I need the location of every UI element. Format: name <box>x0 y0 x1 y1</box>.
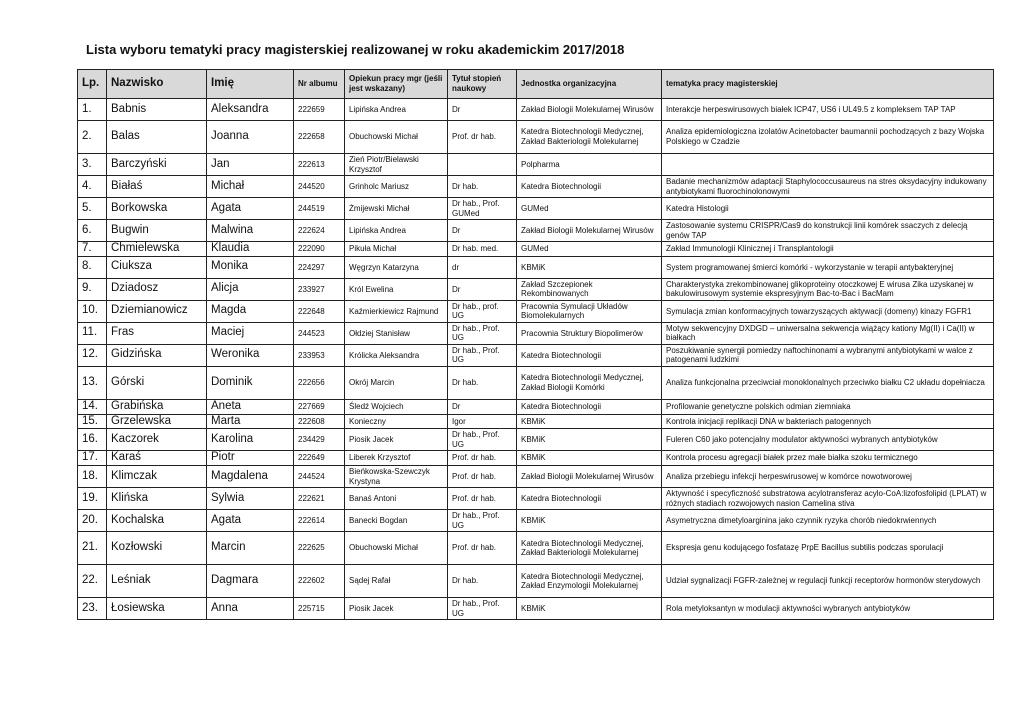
cell-lp: 4. <box>78 176 107 198</box>
table-row <box>78 414 994 429</box>
table-row <box>78 344 994 366</box>
cell-lp: 19. <box>78 488 107 510</box>
cell-nazwisko: Łosiewska <box>107 598 207 620</box>
cell-jednostka: Katedra Biotechnologii Medycznej, Zakład Bakteriologii Molekularnej <box>517 121 662 154</box>
cell-nr-albumu: 227669 <box>294 399 345 414</box>
cell-nr-albumu: 222608 <box>294 414 345 429</box>
cell-tematyka: Rola metyloksantyn w modulacji aktywności wybranych antybiotyków <box>662 598 994 620</box>
cell-tytul: Prof. dr hab. <box>448 466 517 488</box>
cell-opiekun: Bieńkowska-Szewczyk Krystyna <box>345 466 448 488</box>
cell-opiekun: Węgrzyn Katarzyna <box>345 256 448 278</box>
cell-lp: 20. <box>78 510 107 532</box>
cell-imie: Marcin <box>207 532 294 565</box>
cell-tytul: Dr hab., Prof. UG <box>448 344 517 366</box>
header-imie: Imię <box>207 70 294 99</box>
table-row <box>78 399 994 414</box>
cell-nazwisko: Kaczorek <box>107 429 207 451</box>
table-row <box>78 510 994 532</box>
cell-opiekun: Pikuła Michał <box>345 242 448 257</box>
cell-tematyka: Katedra Histologii <box>662 198 994 220</box>
cell-jednostka: Katedra Biotechnologii <box>517 344 662 366</box>
header-jednostka: Jednostka organizacyjna <box>517 70 662 99</box>
cell-lp: 2. <box>78 121 107 154</box>
cell-nazwisko: Kochalska <box>107 510 207 532</box>
cell-tytul: Dr hab. <box>448 366 517 399</box>
table-row <box>78 242 994 257</box>
cell-nr-albumu: 233953 <box>294 344 345 366</box>
cell-tematyka: System programowanej śmierci komórki - wykorzystanie w terapii antybakteryjnej <box>662 256 994 278</box>
cell-jednostka: Katedra Biotechnologii Medycznej, Zakład Bakteriologii Molekularnej <box>517 532 662 565</box>
cell-tematyka: Kontrola inicjacji replikacji DNA w bakteriach patogennych <box>662 414 994 429</box>
header-tytul: Tytuł stopień naukowy <box>448 70 517 99</box>
cell-tematyka <box>662 154 994 176</box>
cell-opiekun: Okrój Marcin <box>345 366 448 399</box>
cell-jednostka: Pracownia Struktury Biopolimerów <box>517 322 662 344</box>
cell-opiekun: Lipińska Andrea <box>345 220 448 242</box>
table-row <box>78 278 994 300</box>
cell-tematyka: Analiza funkcjonalna przeciwciał monoklonalnych przeciwko białku C2 układu dopełniacza <box>662 366 994 399</box>
cell-jednostka: Katedra Biotechnologii <box>517 488 662 510</box>
cell-opiekun: Ołdziej Stanisław <box>345 322 448 344</box>
cell-nr-albumu: 244520 <box>294 176 345 198</box>
cell-nazwisko: Karaś <box>107 451 207 466</box>
cell-tematyka: Interakcje herpeswirusowych białek ICP47, US6 i UL49.5 z kompleksem TAP TAP <box>662 99 994 121</box>
table-row <box>78 176 994 198</box>
cell-jednostka: KBMiK <box>517 414 662 429</box>
cell-imie: Joanna <box>207 121 294 154</box>
cell-nr-albumu: 244524 <box>294 466 345 488</box>
cell-imie: Michał <box>207 176 294 198</box>
cell-nazwisko: Dziadosz <box>107 278 207 300</box>
cell-nr-albumu: 225715 <box>294 598 345 620</box>
cell-opiekun: Liberek Krzysztof <box>345 451 448 466</box>
cell-jednostka: Polpharma <box>517 154 662 176</box>
cell-lp: 12. <box>78 344 107 366</box>
cell-opiekun: Kaźmierkiewicz Rajmund <box>345 300 448 322</box>
header-lp: Lp. <box>78 70 107 99</box>
cell-imie: Dagmara <box>207 565 294 598</box>
cell-jednostka: KBMiK <box>517 598 662 620</box>
cell-lp: 7. <box>78 242 107 257</box>
cell-nazwisko: Białaś <box>107 176 207 198</box>
cell-nazwisko: Klimczak <box>107 466 207 488</box>
cell-tematyka: Ekspresja genu kodującego fosfatazę PrpE Bacillus subtilis podczas sporulacji <box>662 532 994 565</box>
cell-opiekun: Śledź Wojciech <box>345 399 448 414</box>
cell-jednostka: Katedra Biotechnologii <box>517 399 662 414</box>
cell-nr-albumu: 222624 <box>294 220 345 242</box>
cell-tytul: Dr hab. <box>448 176 517 198</box>
cell-tytul: Dr <box>448 399 517 414</box>
cell-nazwisko: Barczyński <box>107 154 207 176</box>
cell-lp: 22. <box>78 565 107 598</box>
cell-tytul <box>448 154 517 176</box>
cell-tematyka: Kontrola procesu agregacji białek przez małe białka szoku termicznego <box>662 451 994 466</box>
cell-lp: 17. <box>78 451 107 466</box>
table-row <box>78 451 994 466</box>
cell-nr-albumu: 234429 <box>294 429 345 451</box>
cell-opiekun: Obuchowski Michał <box>345 121 448 154</box>
cell-nazwisko: Fras <box>107 322 207 344</box>
cell-opiekun: Piosik Jacek <box>345 598 448 620</box>
cell-opiekun: Żmijewski Michał <box>345 198 448 220</box>
table-row <box>78 220 994 242</box>
cell-opiekun: Zień Piotr/Bielawski Krzysztof <box>345 154 448 176</box>
cell-nr-albumu: 222658 <box>294 121 345 154</box>
cell-opiekun: Grinholc Mariusz <box>345 176 448 198</box>
cell-imie: Jan <box>207 154 294 176</box>
cell-tematyka: Badanie mechanizmów adaptacji Staphylococcusaureus na stres oksydacyjny indukowany antybiotykami fluorochinolonowymi <box>662 176 994 198</box>
page-title: Lista wyboru tematyki pracy magisterskiej realizowanej w roku akademickim 2017/2018 <box>86 42 625 57</box>
cell-imie: Maciej <box>207 322 294 344</box>
cell-lp: 13. <box>78 366 107 399</box>
cell-nazwisko: Grzelewska <box>107 414 207 429</box>
cell-jednostka: Katedra Biotechnologii <box>517 176 662 198</box>
header-nazwisko: Nazwisko <box>107 70 207 99</box>
cell-tematyka: Aktywność i specyficzność substratowa acylotransferaz acylo-CoA:lizofosfolipid (LPLAT) w różnych stadiach rozwojowych nasion Camelina stiva <box>662 488 994 510</box>
table-row <box>78 565 994 598</box>
cell-nr-albumu: 224297 <box>294 256 345 278</box>
cell-nr-albumu: 222602 <box>294 565 345 598</box>
cell-tytul: Dr <box>448 220 517 242</box>
cell-imie: Sylwia <box>207 488 294 510</box>
table-row <box>78 488 994 510</box>
cell-nr-albumu: 222648 <box>294 300 345 322</box>
cell-nazwisko: Babnis <box>107 99 207 121</box>
table-row <box>78 366 994 399</box>
table-row <box>78 429 994 451</box>
cell-imie: Alicja <box>207 278 294 300</box>
cell-nr-albumu: 244519 <box>294 198 345 220</box>
cell-nazwisko: Balas <box>107 121 207 154</box>
cell-nazwisko: Borkowska <box>107 198 207 220</box>
cell-imie: Magdalena <box>207 466 294 488</box>
cell-jednostka: Katedra Biotechnologii Medycznej, Zakład Biologii Komórki <box>517 366 662 399</box>
cell-jednostka: Zakład Biologii Molekularnej Wirusów <box>517 220 662 242</box>
cell-lp: 5. <box>78 198 107 220</box>
cell-nazwisko: Dziemianowicz <box>107 300 207 322</box>
cell-tytul: Dr hab., Prof. UG <box>448 510 517 532</box>
cell-nazwisko: Grabińska <box>107 399 207 414</box>
cell-lp: 14. <box>78 399 107 414</box>
cell-imie: Magda <box>207 300 294 322</box>
table-row <box>78 256 994 278</box>
cell-lp: 10. <box>78 300 107 322</box>
cell-nazwisko: Ciuksza <box>107 256 207 278</box>
table-row <box>78 598 994 620</box>
cell-imie: Agata <box>207 510 294 532</box>
cell-jednostka: Zakład Biologii Molekularnej Wirusów <box>517 99 662 121</box>
cell-imie: Aneta <box>207 399 294 414</box>
cell-nr-albumu: 222614 <box>294 510 345 532</box>
cell-opiekun: Lipińska Andrea <box>345 99 448 121</box>
cell-tytul: Dr hab., Prof. UG <box>448 429 517 451</box>
cell-imie: Piotr <box>207 451 294 466</box>
cell-lp: 15. <box>78 414 107 429</box>
cell-tematyka: Motyw sekwencyjny DXDGD – uniwersalna sekwencja wiążący kationy Mg(II) i Ca(II) w białkach <box>662 322 994 344</box>
cell-nazwisko: Górski <box>107 366 207 399</box>
cell-jednostka: Pracownia Symulacji Układów Biomolekularnych <box>517 300 662 322</box>
cell-tematyka: Poszukiwanie synergii pomiedzy naftochinonami a wybranymi antybiotykami w walce z patogenami ludzkimi <box>662 344 994 366</box>
table-body <box>78 99 994 620</box>
table-row <box>78 154 994 176</box>
cell-opiekun: Banaś Antoni <box>345 488 448 510</box>
cell-nr-albumu: 244523 <box>294 322 345 344</box>
cell-tytul: Prof. dr hab. <box>448 121 517 154</box>
cell-tematyka: Profilowanie genetyczne polskich odmian ziemniaka <box>662 399 994 414</box>
cell-tytul: Dr hab., Prof. UG <box>448 322 517 344</box>
table-row <box>78 322 994 344</box>
cell-tytul: dr <box>448 256 517 278</box>
cell-nr-albumu: 233927 <box>294 278 345 300</box>
header-tematyka: tematyka pracy magisterskiej <box>662 70 994 99</box>
table-row <box>78 466 994 488</box>
cell-imie: Karolina <box>207 429 294 451</box>
cell-tytul: Dr <box>448 99 517 121</box>
cell-tytul: Dr hab., prof. UG <box>448 300 517 322</box>
cell-jednostka: KBMiK <box>517 429 662 451</box>
table-row <box>78 198 994 220</box>
cell-tematyka: Analiza epidemiologiczna izolatów Acinetobacter baumannii pochodzących z bazy Wojska Polskiego w Czadzie <box>662 121 994 154</box>
cell-opiekun: Królicka Aleksandra <box>345 344 448 366</box>
cell-opiekun: Piosik Jacek <box>345 429 448 451</box>
cell-jednostka: KBMiK <box>517 510 662 532</box>
cell-tytul: Prof. dr hab. <box>448 451 517 466</box>
thesis-table <box>77 69 994 620</box>
cell-jednostka: KBMiK <box>517 451 662 466</box>
cell-jednostka: GUMed <box>517 242 662 257</box>
cell-imie: Klaudia <box>207 242 294 257</box>
cell-imie: Monika <box>207 256 294 278</box>
header-nr-albumu: Nr albumu <box>294 70 345 99</box>
cell-lp: 9. <box>78 278 107 300</box>
cell-tytul: Dr hab., Prof. GUMed <box>448 198 517 220</box>
cell-nr-albumu: 222659 <box>294 99 345 121</box>
table-row <box>78 532 994 565</box>
cell-imie: Malwina <box>207 220 294 242</box>
cell-lp: 8. <box>78 256 107 278</box>
cell-tytul: Igor <box>448 414 517 429</box>
cell-tematyka: Zastosowanie systemu CRISPR/Cas9 do konstrukcji linii komórek ssaczych z delecją genów TAP <box>662 220 994 242</box>
cell-nr-albumu: 222090 <box>294 242 345 257</box>
cell-nr-albumu: 222621 <box>294 488 345 510</box>
cell-imie: Dominik <box>207 366 294 399</box>
cell-jednostka: KBMiK <box>517 256 662 278</box>
cell-lp: 23. <box>78 598 107 620</box>
cell-nazwisko: Bugwin <box>107 220 207 242</box>
cell-lp: 18. <box>78 466 107 488</box>
cell-nazwisko: Gidzińska <box>107 344 207 366</box>
cell-lp: 11. <box>78 322 107 344</box>
cell-imie: Agata <box>207 198 294 220</box>
cell-tematyka: Fuleren C60 jako potencjalny modulator aktywności wybranych antybiotyków <box>662 429 994 451</box>
cell-tematyka: Charakterystyka zrekombinowanej glikoproteiny otoczkowej E wirusa Zika uzyskanej w bakulowirusowym systemie ekspresyjnym Bac-to-Bac i BacMam <box>662 278 994 300</box>
cell-tematyka: Analiza przebiegu infekcji herpeswirusowej w komórce nowotworowej <box>662 466 994 488</box>
cell-nazwisko: Chmielewska <box>107 242 207 257</box>
cell-opiekun: Konieczny <box>345 414 448 429</box>
cell-jednostka: Zakład Biologii Molekularnej Wirusów <box>517 466 662 488</box>
table-header-row <box>78 70 994 99</box>
cell-jednostka: Zakład Szczepionek Rekombinowanych <box>517 278 662 300</box>
cell-nr-albumu: 222649 <box>294 451 345 466</box>
cell-opiekun: Król Ewelina <box>345 278 448 300</box>
cell-lp: 1. <box>78 99 107 121</box>
cell-tytul: Dr <box>448 278 517 300</box>
cell-opiekun: Banecki Bogdan <box>345 510 448 532</box>
cell-imie: Aleksandra <box>207 99 294 121</box>
cell-lp: 21. <box>78 532 107 565</box>
cell-nr-albumu: 222613 <box>294 154 345 176</box>
cell-imie: Anna <box>207 598 294 620</box>
cell-nazwisko: Klińska <box>107 488 207 510</box>
table-row <box>78 300 994 322</box>
cell-tytul: Prof. dr hab. <box>448 532 517 565</box>
cell-tytul: Dr hab. med. <box>448 242 517 257</box>
cell-tytul: Dr hab. <box>448 565 517 598</box>
cell-jednostka: GUMed <box>517 198 662 220</box>
cell-nazwisko: Kozłowski <box>107 532 207 565</box>
cell-nazwisko: Leśniak <box>107 565 207 598</box>
cell-lp: 16. <box>78 429 107 451</box>
cell-imie: Marta <box>207 414 294 429</box>
cell-opiekun: Sądej Rafał <box>345 565 448 598</box>
cell-tematyka: Zakład Immunologii Klinicznej i Transplantologii <box>662 242 994 257</box>
cell-tytul: Prof. dr hab. <box>448 488 517 510</box>
table-row <box>78 99 994 121</box>
cell-opiekun: Obuchowski Michał <box>345 532 448 565</box>
cell-lp: 6. <box>78 220 107 242</box>
cell-nr-albumu: 222656 <box>294 366 345 399</box>
cell-lp: 3. <box>78 154 107 176</box>
cell-nr-albumu: 222625 <box>294 532 345 565</box>
cell-tematyka: Asymetryczna dimetyloarginina jako czynnik ryzyka chorób niedokrwiennych <box>662 510 994 532</box>
cell-tematyka: Udział sygnalizacji FGFR-zależnej w regulacji funkcji receptorów hormonów sterydowych <box>662 565 994 598</box>
cell-imie: Weronika <box>207 344 294 366</box>
cell-jednostka: Katedra Biotechnologii Medycznej, Zakład Enzymologii Molekularnej <box>517 565 662 598</box>
cell-tematyka: Symulacja zmian konformacyjnych towarzyszących aktywacji (domeny) kinazy FGFR1 <box>662 300 994 322</box>
header-opiekun: Opiekun pracy mgr (jeśli jest wskazany) <box>345 70 448 99</box>
cell-tytul: Dr hab., Prof. UG <box>448 598 517 620</box>
table-row <box>78 121 994 154</box>
